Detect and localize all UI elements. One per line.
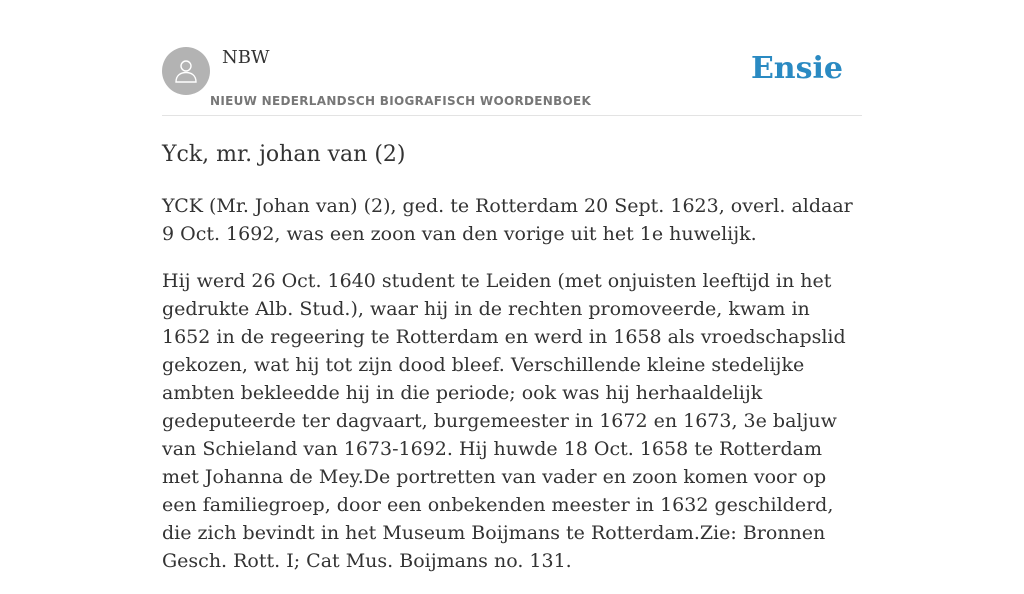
brand-logo[interactable]: Ensie: [750, 51, 843, 86]
user-icon: [173, 58, 199, 84]
article-paragraph: YCK (Mr. Johan van) (2), ged. te Rotterdam 20 Sept. 1623, overl. aldaar 9 Oct. 1692, was een zoon van den vorige uit het 1e huwelijk.: [162, 195, 853, 245]
article-paragraph: Hij werd 26 Oct. 1640 student te Leiden (met onjuisten leeftijd in het gedrukte Alb. Stud.), waar hij in de rechten promoveerde, kwam in 1652 in de regeering te Rotterdam en werd in 1658 als vroedschapslid gekozen, wat hij tot zijn dood bleef. Verschillende kleine stedelijke ambten bekleedde hij in die periode; ook was hij herhaaldelijk gedeputeerde ter dagvaart, burgemeester in 1672 en 1673, 3e baljuw van Schieland van 1673-1692. Hij huwde 18 Oct. 1658 te Rotterdam met Johanna de Mey.De portretten van vader en zoon komen voor op een familiegroep, door een onbekenden meester in 1632 geschilderd, die zich bevindt in het Museum Boijmans te Rotterdam.Zie: Bronnen Gesch. Rott. I; Cat Mus. Boijmans no. 131.: [162, 270, 846, 572]
article-header: [162, 0, 862, 116]
source-name[interactable]: NIEUW NEDERLANDSCH BIOGRAFISCH WOORDENBOEK: [210, 94, 592, 108]
author-avatar[interactable]: [162, 47, 210, 95]
author-name[interactable]: NBW: [222, 47, 270, 68]
article-body: [162, 192, 862, 594]
article-title: Yck, mr. johan van (2): [162, 142, 406, 167]
page-container: [162, 0, 862, 572]
